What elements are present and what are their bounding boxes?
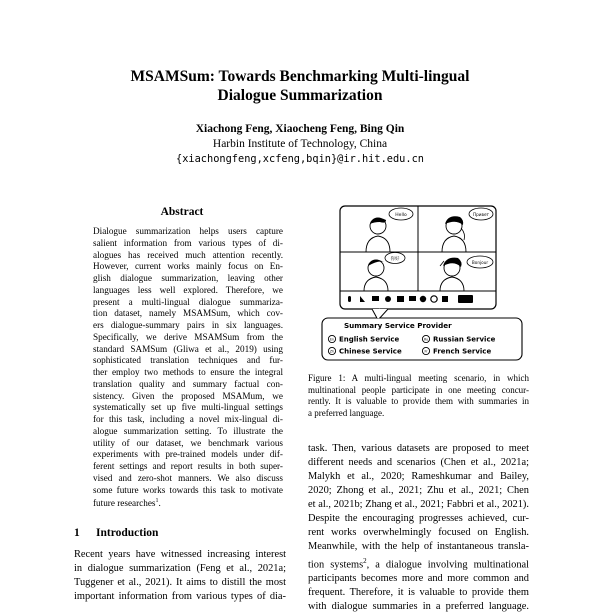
section-number: 1 — [74, 527, 80, 539]
text-line: some future works towards this task to motivate — [93, 484, 283, 495]
text-line: different needs and scenarios (Chen et al., 2021a; — [308, 457, 529, 468]
text-line: vised and zero-shot manners. We also discuss — [93, 472, 283, 483]
figure-caption — [308, 373, 529, 419]
text-line — [93, 496, 283, 510]
text-line: Tuggener et al., 2021). It aims to distill the most — [74, 577, 286, 588]
share-icon — [397, 296, 404, 302]
text-line: et al., 2021b; Zhang et al., 2021; Fabbri et al., 2021). — [308, 499, 529, 510]
svg-text:Zh: Zh — [329, 349, 335, 354]
section-title: Introduction — [96, 527, 159, 539]
text-line: Figure 1: A multi-lingual meeting scenario, in which — [308, 373, 529, 383]
text-line: salient information from various types of di- — [93, 237, 283, 248]
end-call-icon — [458, 295, 473, 303]
text-line: However, current works mainly focus on En- — [93, 261, 283, 272]
text-line: present a multi-lingual dialogue summariza- — [93, 296, 283, 307]
svg-text:Fr: Fr — [424, 349, 428, 354]
text-fragment: , a dialogue involving multinational — [366, 559, 530, 571]
section-heading — [74, 527, 158, 539]
abstract-body — [93, 226, 283, 510]
text-line: for this task, including a novel mix-lingual di- — [93, 414, 283, 424]
text-line: Dialogue summarization helps users capture — [93, 226, 283, 236]
email: {xiachongfeng,xcfeng,bqin}@ir.hit.edu.cn — [176, 153, 424, 165]
microphone-icon — [348, 296, 351, 302]
bubble-text: Hello — [395, 213, 407, 218]
abstract-heading: Abstract — [160, 206, 204, 218]
speech-bubble — [469, 208, 493, 220]
text-line: rent works overwhelmingly focused on English. — [308, 527, 529, 538]
text-line: sistency. Given the proposed MSAMum, we — [93, 390, 283, 401]
text-fragment: future researches — [93, 498, 156, 509]
text-line: Meanwhile, with the help of instantaneous transla- — [308, 541, 529, 552]
text-line: a preferred language. — [308, 407, 385, 418]
text-line: Despite the encouraging progresses achieved, cur- — [308, 513, 529, 524]
footnote-mark[interactable]: 2 — [363, 557, 367, 565]
intro-body — [74, 548, 286, 604]
service-label: Chinese Service — [339, 347, 402, 356]
svg-text:En: En — [329, 337, 335, 342]
text-line: tion dataset, namely MSAMSum, which cov- — [93, 308, 283, 319]
paper-title — [0, 67, 600, 105]
service-item — [422, 347, 491, 355]
user-icon — [385, 296, 391, 302]
text-line: Malykh et al., 2020; Rameshkumar and Bailey, — [308, 471, 529, 482]
text-line: rently. It is valuable to provide them with summaries in — [308, 396, 529, 406]
text-line: Recent years have witnessed increasing interest — [74, 549, 286, 560]
text-line: languages less well explored. Therefore, we — [93, 284, 283, 295]
service-item — [328, 335, 399, 343]
camera-icon — [372, 296, 379, 301]
service-label: Russian Service — [433, 335, 496, 344]
title-line: MSAMSum: Towards Benchmarking Multi-lingual — [130, 68, 470, 85]
text-line: important information from various types of dia- — [74, 591, 286, 602]
text-line: frequent. Therefore, it is valuable to provide them — [308, 587, 529, 599]
settings-icon — [442, 296, 448, 302]
text-line: systematically set up five multi-lingual settings — [93, 402, 283, 413]
body-text — [308, 442, 529, 614]
provider-title: Summary Service Provider — [344, 321, 452, 330]
speech-bubble — [467, 256, 493, 268]
speech-bubble — [385, 253, 405, 264]
text-line: glish dialogue summarization, leaving other — [93, 273, 283, 283]
text-line: participants becomes more and more common and — [308, 573, 529, 585]
bubble-text: Bonjour — [471, 260, 489, 265]
text-line: ferent settings and report results in both super- — [93, 461, 283, 471]
service-label: English Service — [339, 335, 400, 344]
text-line: ers dialogue-summary pairs in six languages. — [93, 320, 283, 330]
footnote-mark[interactable]: 1 — [155, 498, 159, 505]
text-line: multinational people participate in one meeting concur- — [308, 384, 529, 395]
svg-text:Ru: Ru — [423, 337, 429, 342]
authors: Xiachong Feng, Xiaocheng Feng, Bing Qin — [195, 123, 405, 135]
text-line: standard SAMSum (Gliwa et al., 2019) using — [93, 343, 283, 354]
record-icon — [420, 296, 426, 302]
service-item — [328, 347, 402, 355]
text-line: task. Then, various datasets are proposed to meet — [308, 443, 529, 454]
text-line: Specifically, we derive MSAMSum from the — [93, 331, 283, 342]
bubble-text: Привет — [472, 212, 490, 217]
service-label: French Service — [433, 347, 492, 356]
text-line: alogue summarization setting. To illustrate the — [93, 425, 283, 436]
text-fragment: . — [158, 498, 161, 509]
text-line: translation quality and summary factual con- — [93, 378, 283, 389]
text-line: in dialogue summarization (Feng et al., 2021a; — [74, 563, 286, 574]
text-line: 2020; Zhong et al., 2021; Zhu et al., 2021; Chen — [308, 485, 529, 496]
text-line — [308, 554, 529, 572]
chat-icon — [409, 296, 416, 301]
affiliation: Harbin Institute of Technology, China — [212, 138, 388, 150]
service-item — [422, 335, 495, 343]
speech-bubble — [389, 208, 413, 220]
text-line: ther employ two methods to ensure the integral — [93, 367, 283, 377]
text-fragment: tion systems — [308, 559, 364, 571]
text-line: sophisticated translation techniques and fur- — [93, 355, 283, 366]
meeting-figure — [308, 200, 528, 370]
text-line: utility of our dataset, we benchmark various — [93, 437, 283, 448]
text-line: alogues has received much attention recently. — [93, 249, 283, 260]
title-line: Dialogue Summarization — [217, 87, 383, 104]
text-line: experiments with pre-trained models under dif- — [93, 449, 283, 460]
bubble-text: 你好 — [390, 257, 400, 262]
text-line: with dialogue summaries in a preferred language. — [308, 601, 529, 613]
